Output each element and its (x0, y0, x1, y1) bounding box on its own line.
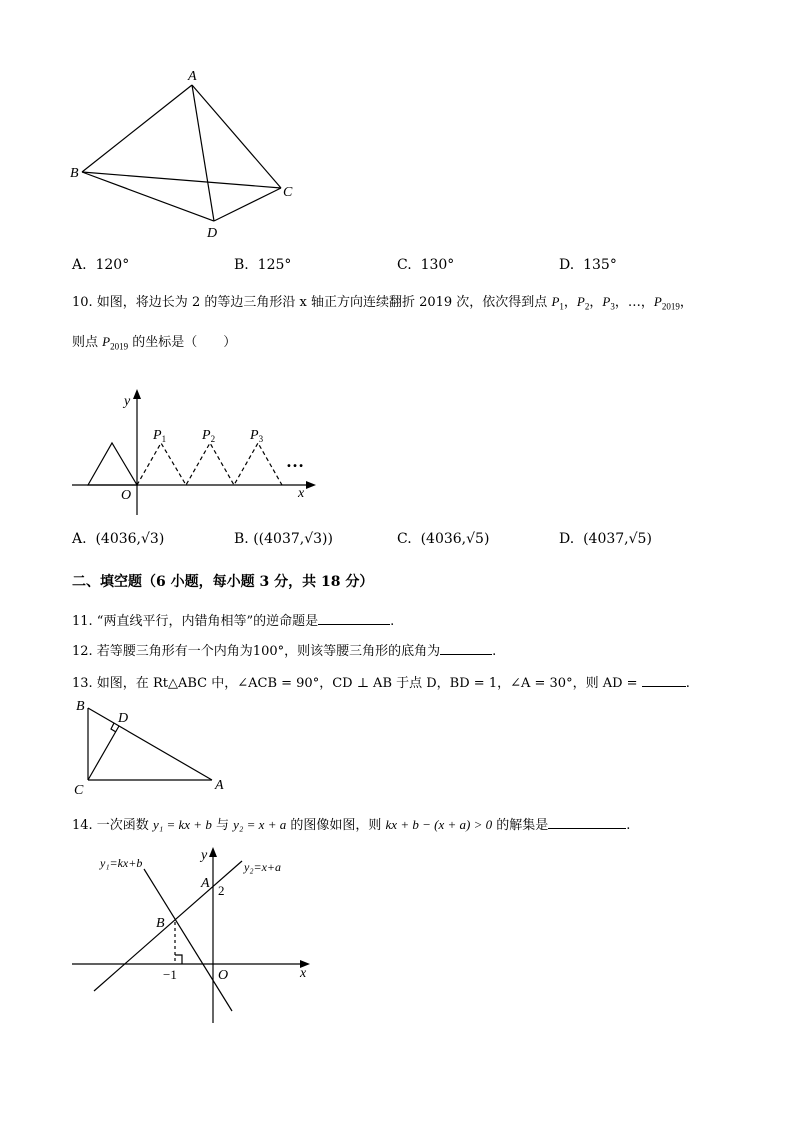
q13-label-d: D (118, 711, 129, 726)
q13-label-a: A (215, 778, 224, 793)
q10-question-line2: 则点 $P_{2019}$ 的坐标是（ ） (72, 334, 237, 352)
q10-origin: O (121, 488, 132, 503)
q13-right-triangle-figure (70, 696, 240, 801)
q11-answer-blank[interactable] (318, 610, 390, 625)
q14-label-b: B (156, 916, 165, 931)
q10-continuation-dots: … (286, 451, 304, 471)
q9-option-c[interactable]: C. 130° (397, 257, 455, 273)
q14-label-line1: y₁=kx+b (100, 856, 143, 870)
q9-option-b[interactable]: B. 125° (234, 257, 292, 273)
q9-label-d: D (207, 226, 218, 241)
q14-label-two: 2 (218, 883, 225, 898)
q14-label-minus1: −1 (163, 967, 177, 982)
q12-question: 12. 若等腰三角形有一个内角为100°，则该等腰三角形的底角为 . (72, 640, 496, 661)
q14-label-line2: y₂=x+a (244, 860, 282, 874)
section-heading-fill-in: 二、填空题（6 小题，每小题 3 分，共 18 分） (72, 574, 374, 590)
q13-answer-blank[interactable] (642, 672, 686, 687)
q11-question: 11. “两直线平行，内错角相等”的逆命题是 . (72, 610, 394, 631)
q10-option-c[interactable]: C. (4036,√5) (397, 531, 490, 547)
q10-axis-x: x (298, 486, 305, 501)
q10-axis-y: y (124, 394, 131, 409)
q10-triangle-flip-figure (60, 385, 320, 520)
q10-p3: $P_3$ (250, 428, 264, 444)
q13-label-c: C (74, 783, 84, 798)
q10-p2: $P_2$ (202, 428, 216, 444)
q9-quadrilateral-figure (60, 60, 320, 250)
q9-label-a: A (188, 69, 197, 84)
q12-answer-blank[interactable] (440, 640, 492, 655)
q9-option-a[interactable]: A. 120° (72, 257, 130, 273)
q14-label-a: A (201, 876, 210, 891)
q10-question-line1: 10. 如图，将边长为 2 的等边三角形沿 x 轴正方向连续翻折 2019 次，依次得到点 $P_1$，$P_2$，$P_3$，…，$P_{2019}$， (72, 294, 693, 312)
q13-question: 13. 如图，在 Rt△ABC 中，∠ACB = 90°，CD ⊥ AB 于点 D，BD = 1，∠A = 30°，则 AD = . (72, 672, 690, 693)
q14-answer-blank[interactable] (548, 814, 626, 829)
q9-label-c: C (283, 185, 293, 200)
q14-linear-functions-graph (70, 845, 320, 1030)
q10-option-a[interactable]: A. (4036,√3) (72, 531, 165, 547)
q10-option-b[interactable]: B. ((4037,√3)) (234, 531, 333, 547)
q14-axis-y: y (201, 848, 208, 863)
q14-question: 14. 一次函数 y₁ = kx + b 与 y₂ = x + a 的图像如图，则 kx + b − (x + a) > 0 的解集是 . (72, 814, 630, 835)
q9-option-d[interactable]: D. 135° (559, 257, 617, 273)
q13-label-b: B (76, 699, 85, 714)
q14-axis-x: x (300, 966, 307, 981)
q9-label-b: B (70, 166, 79, 181)
q14-origin: O (218, 968, 229, 983)
q10-p1: $P_1$ (153, 428, 167, 444)
q10-option-d[interactable]: D. (4037,√5) (559, 531, 652, 547)
